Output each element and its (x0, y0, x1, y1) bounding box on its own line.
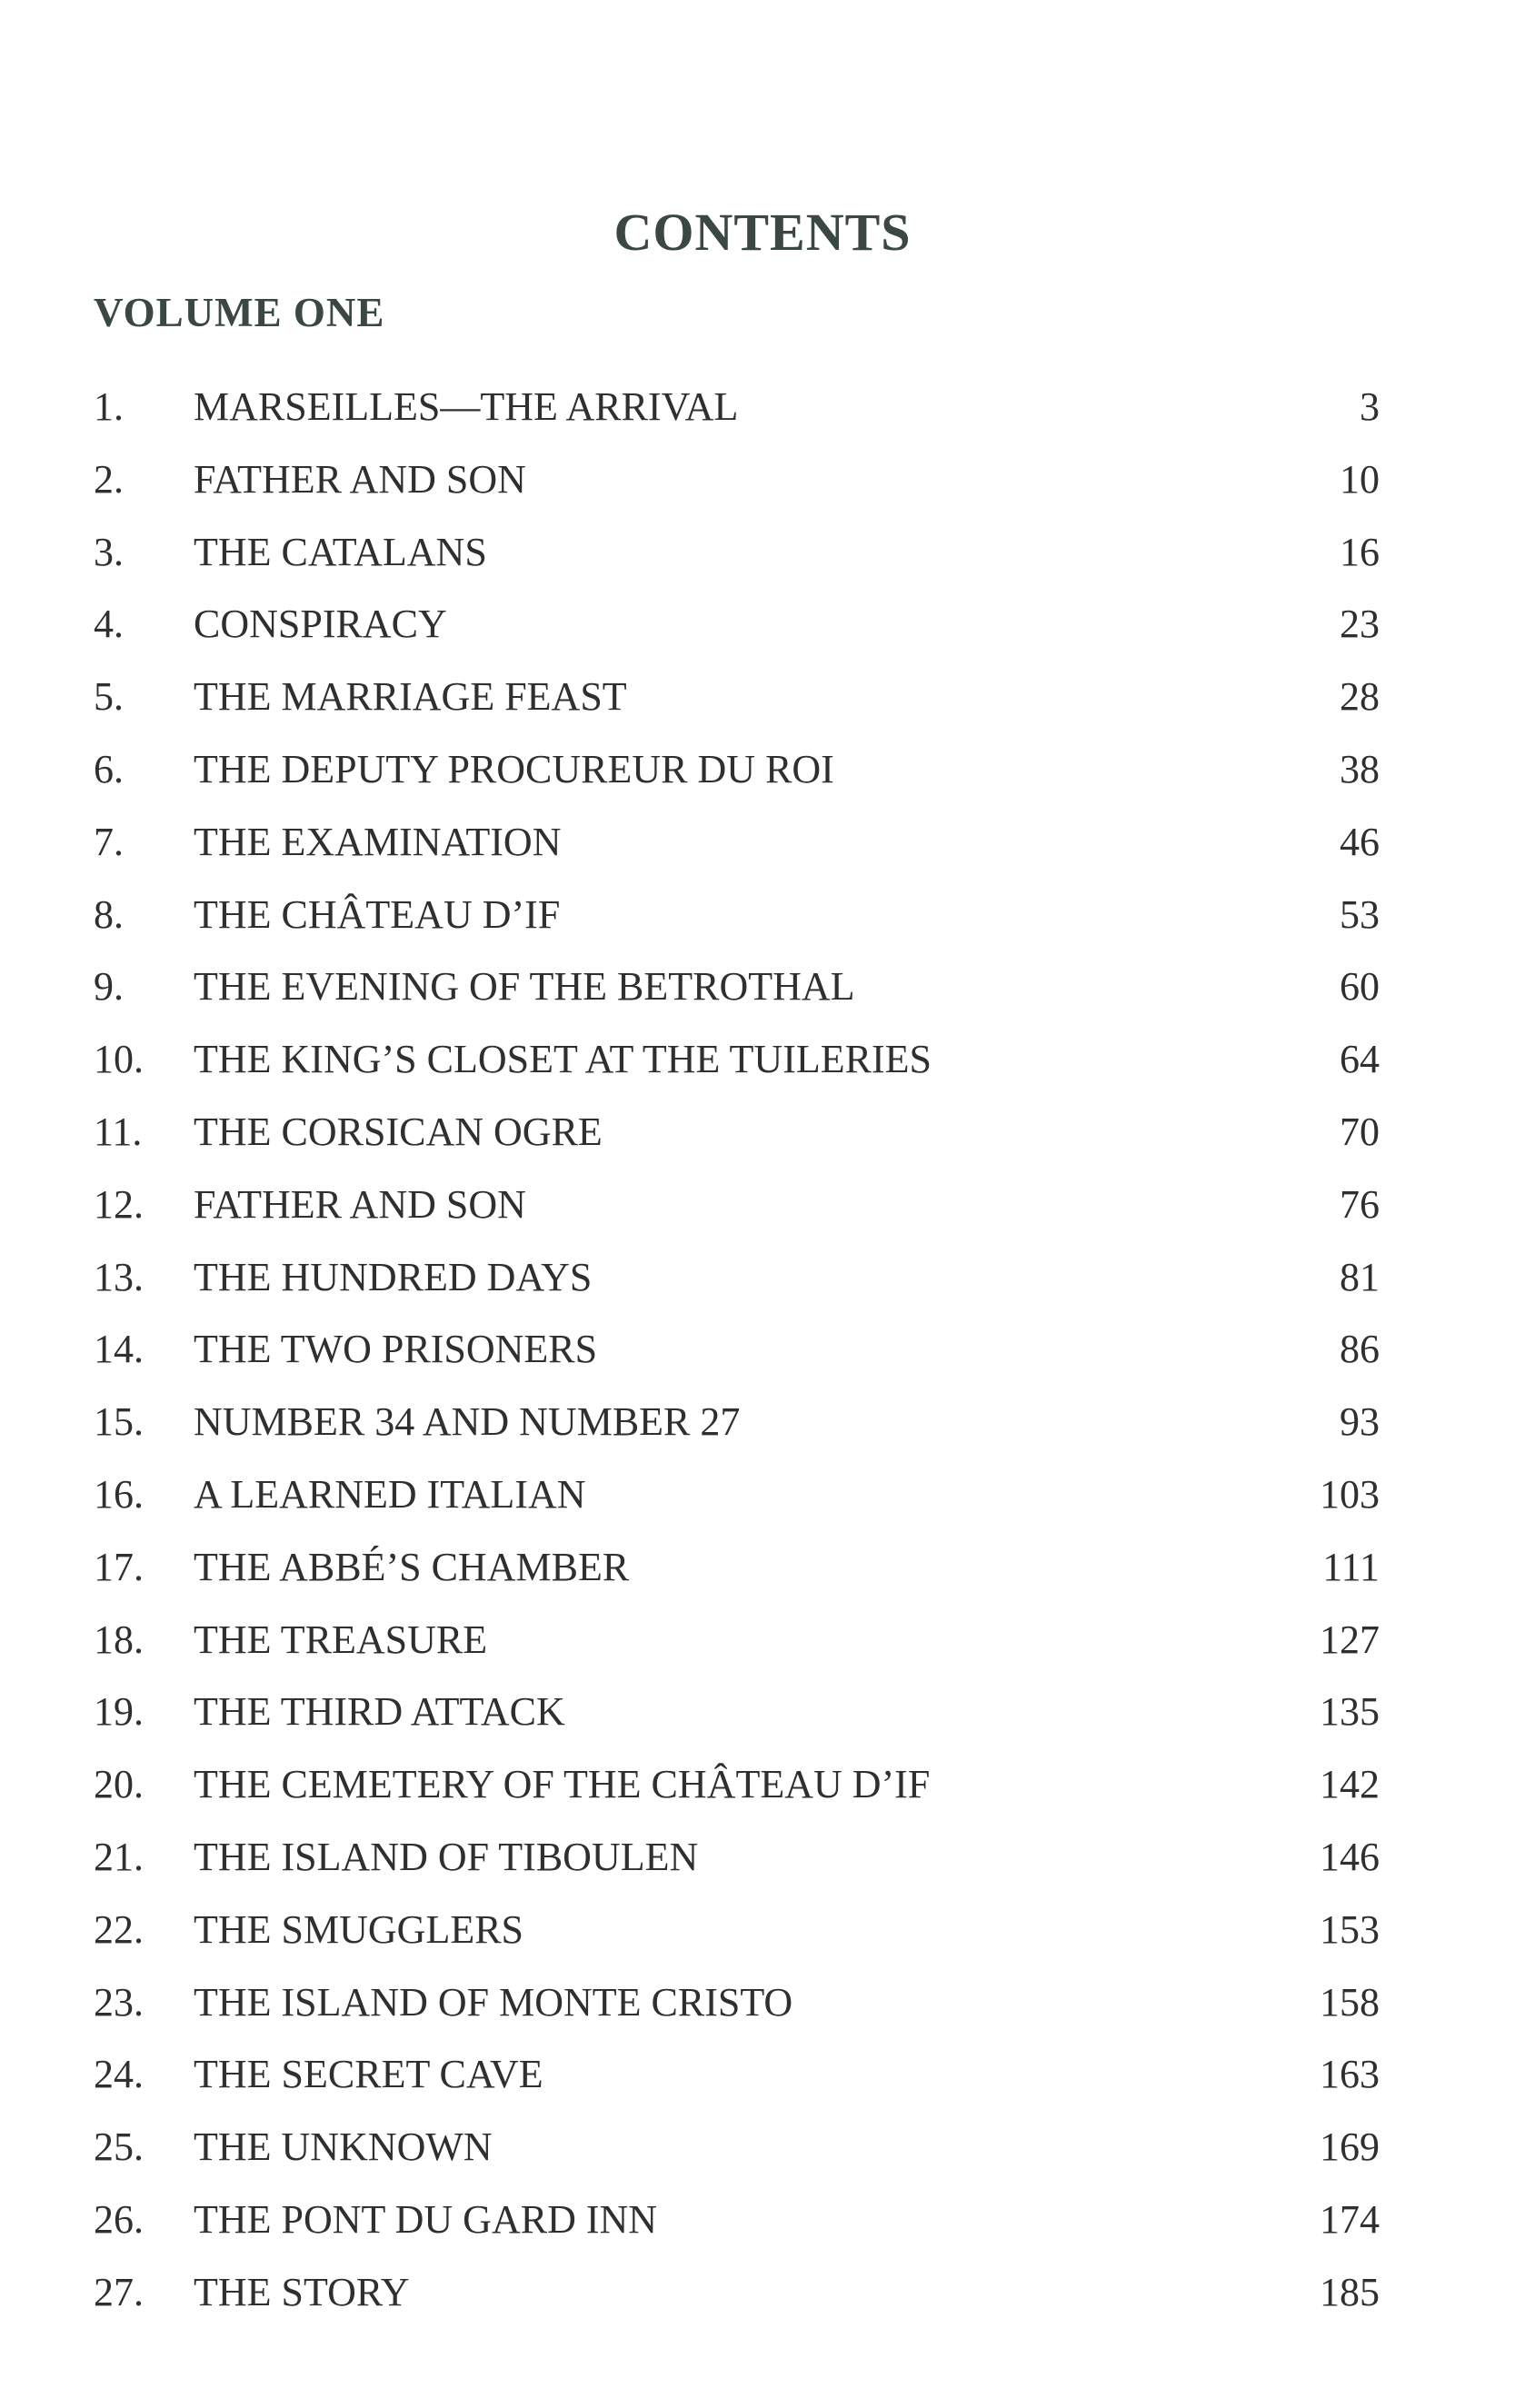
chapter-number: 19. (94, 1689, 144, 1735)
page-number: 174 (1320, 2196, 1380, 2242)
page-number: 93 (1340, 1399, 1380, 1445)
toc-entry-3 (94, 527, 1380, 600)
table-of-contents (94, 382, 1380, 2340)
toc-entry-27 (94, 2267, 1380, 2340)
page-number: 70 (1340, 1109, 1380, 1154)
toc-entry-20 (94, 1759, 1380, 1832)
toc-entry-23 (94, 1977, 1380, 2050)
toc-entry-14 (94, 1324, 1380, 1397)
toc-entry-19 (94, 1687, 1380, 1759)
chapter-title: THE TWO PRISONERS (194, 1327, 598, 1372)
toc-entry-17 (94, 1542, 1380, 1615)
chapter-number: 11. (94, 1109, 143, 1154)
page-number: 86 (1340, 1327, 1380, 1372)
page-number: 23 (1340, 602, 1380, 647)
chapter-title: THE TREASURE (194, 1617, 488, 1662)
chapter-number: 5. (94, 674, 124, 720)
toc-entry-4 (94, 599, 1380, 672)
page-number: 60 (1340, 964, 1380, 1010)
toc-entry-8 (94, 890, 1380, 962)
chapter-number: 15. (94, 1399, 144, 1445)
toc-entry-9 (94, 961, 1380, 1034)
chapter-title: NUMBER 34 AND NUMBER 27 (194, 1399, 741, 1445)
chapter-number: 16. (94, 1471, 144, 1517)
chapter-title: THE EXAMINATION (194, 819, 562, 864)
chapter-number: 14. (94, 1327, 144, 1372)
toc-entry-26 (94, 2194, 1380, 2267)
page-number: 10 (1340, 456, 1380, 502)
chapter-number: 13. (94, 1254, 144, 1299)
chapter-title: THE ABBÉ’S CHAMBER (194, 1544, 630, 1589)
page-number: 169 (1320, 2124, 1380, 2170)
page-number: 46 (1340, 819, 1380, 864)
toc-entry-7 (94, 817, 1380, 890)
toc-entry-18 (94, 1615, 1380, 1687)
page-number: 153 (1320, 1906, 1380, 1952)
chapter-title: THE HUNDRED DAYS (194, 1254, 593, 1299)
page-number: 103 (1320, 1471, 1380, 1517)
chapter-number: 6. (94, 746, 124, 791)
chapter-number: 3. (94, 529, 124, 574)
toc-entry-5 (94, 672, 1380, 744)
chapter-number: 17. (94, 1544, 144, 1589)
chapter-number: 25. (94, 2124, 144, 2170)
chapter-title: THE CORSICAN OGRE (194, 1109, 603, 1154)
page-number: 185 (1320, 2269, 1380, 2314)
page-number: 146 (1320, 1834, 1380, 1879)
page-title: CONTENTS (613, 203, 912, 262)
chapter-title: THE PONT DU GARD INN (194, 2196, 658, 2242)
chapter-title: THE SMUGGLERS (194, 1906, 524, 1952)
chapter-title: THE THIRD ATTACK (194, 1689, 565, 1735)
chapter-number: 7. (94, 819, 124, 864)
toc-entry-25 (94, 2122, 1380, 2194)
toc-entry-1 (94, 382, 1380, 454)
page-number: 142 (1320, 1762, 1380, 1807)
chapter-number: 27. (94, 2269, 144, 2314)
chapter-number: 2. (94, 456, 124, 502)
chapter-number: 4. (94, 602, 124, 647)
chapter-number: 9. (94, 964, 124, 1010)
toc-entry-22 (94, 1905, 1380, 1977)
chapter-title: THE SECRET CAVE (194, 2052, 543, 2097)
page-number: 158 (1320, 1979, 1380, 2025)
page-number: 3 (1360, 384, 1380, 429)
toc-entry-10 (94, 1034, 1380, 1107)
page-number: 135 (1320, 1689, 1380, 1735)
chapter-number: 20. (94, 1762, 144, 1807)
toc-entry-12 (94, 1179, 1380, 1252)
chapter-number: 23. (94, 1979, 144, 2025)
chapter-title: THE KING’S CLOSET AT THE TUILERIES (194, 1037, 932, 1082)
chapter-number: 18. (94, 1617, 144, 1662)
chapter-number: 10. (94, 1037, 144, 1082)
chapter-title: THE CATALANS (194, 529, 487, 574)
chapter-title: THE UNKNOWN (194, 2124, 493, 2170)
chapter-number: 24. (94, 2052, 144, 2097)
toc-entry-24 (94, 2049, 1380, 2122)
chapter-number: 8. (94, 891, 124, 937)
page-number: 53 (1340, 891, 1380, 937)
chapter-number: 26. (94, 2196, 144, 2242)
toc-entry-6 (94, 744, 1380, 817)
chapter-title: THE ISLAND OF MONTE CRISTO (194, 1979, 793, 2025)
toc-entry-15 (94, 1397, 1380, 1469)
chapter-title: THE CEMETERY OF THE CHÂTEAU D’IF (194, 1762, 931, 1807)
page-number: 81 (1340, 1254, 1380, 1299)
toc-entry-16 (94, 1469, 1380, 1542)
chapter-title: THE EVENING OF THE BETROTHAL (194, 964, 855, 1010)
toc-entry-11 (94, 1107, 1380, 1179)
chapter-title: THE DEPUTY PROCUREUR DU ROI (194, 746, 834, 791)
page-number: 111 (1322, 1544, 1380, 1589)
chapter-title: FATHER AND SON (194, 456, 526, 502)
page-number: 127 (1320, 1617, 1380, 1662)
page-number: 28 (1340, 674, 1380, 720)
page-number: 163 (1320, 2052, 1380, 2097)
chapter-title: THE MARRIAGE FEAST (194, 674, 627, 720)
toc-entry-2 (94, 454, 1380, 527)
page-number: 76 (1340, 1181, 1380, 1227)
page-number: 16 (1340, 529, 1380, 574)
chapter-title: A LEARNED ITALIAN (194, 1471, 586, 1517)
volume-heading: VOLUME ONE (94, 290, 385, 335)
chapter-title: FATHER AND SON (194, 1181, 526, 1227)
toc-entry-13 (94, 1252, 1380, 1325)
chapter-number: 22. (94, 1906, 144, 1952)
chapter-title: MARSEILLES—THE ARRIVAL (194, 384, 739, 429)
chapter-title: THE STORY (194, 2269, 410, 2314)
chapter-title: THE ISLAND OF TIBOULEN (194, 1834, 699, 1879)
chapter-number: 1. (94, 384, 124, 429)
page-number: 38 (1340, 746, 1380, 791)
page-number: 64 (1340, 1037, 1380, 1082)
chapter-number: 21. (94, 1834, 144, 1879)
toc-entry-21 (94, 1832, 1380, 1905)
chapter-title: THE CHÂTEAU D’IF (194, 891, 561, 937)
chapter-title: CONSPIRACY (194, 602, 447, 647)
chapter-number: 12. (94, 1181, 144, 1227)
